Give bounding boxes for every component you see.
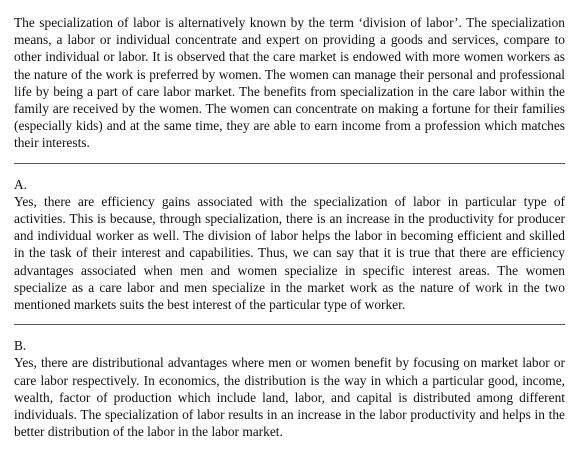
document-body: [14, 14, 565, 440]
intro-paragraph: The specialization of labor is alternatively known by the term ‘division of labor’. The specialization means, a labor or individual concentrate and expert on providing a goods and services, compare to other individual or labor. It is observed that the care market is endowed with more women workers as the nature of the work is preferred by women. The women can manage their personal and professional life by being a part of care labor market. The benefits from specialization in the care labor within the family are received by the women. The women can concentrate on making a fortune for their families (especially kids) and at the same time, they are able to earn income from a profession which matches their interests.: [14, 15, 565, 151]
section-b: [14, 337, 565, 440]
section-a-label: A.: [14, 176, 28, 192]
section-a-paragraph: Yes, there are efficiency gains associated with the specialization of labor in particular type of activities. This is because, through specialization, there is an increase in the productivity for producer and individual worker as well. The division of labor helps the labor in becoming efficient and skilled in the task of their interest and capabilities. Thus, we can say that it is true that there are efficiency advantages associated when men and women specialize in specific interest areas. The women specialize as a care labor and men specialize in the market work as the nature of work in the two mentioned markets suits the best interest of the particular type of worker.: [14, 193, 565, 313]
section-b-label: B.: [14, 338, 27, 354]
section-divider: [14, 324, 565, 325]
section-a: [14, 176, 565, 314]
section-b-paragraph: Yes, there are distributional advantages where men or women benefit by focusing on market labor or care labor respectively. In economics, the distribution is the way in which a particular good, income, wealth, factor of production which include land, labor, and capital is distributed among different individuals. The specialization of labor results in an increase in the labor productivity and helps in the better distribution of the labor in the labor market.: [14, 355, 565, 440]
section-divider: [14, 163, 565, 164]
